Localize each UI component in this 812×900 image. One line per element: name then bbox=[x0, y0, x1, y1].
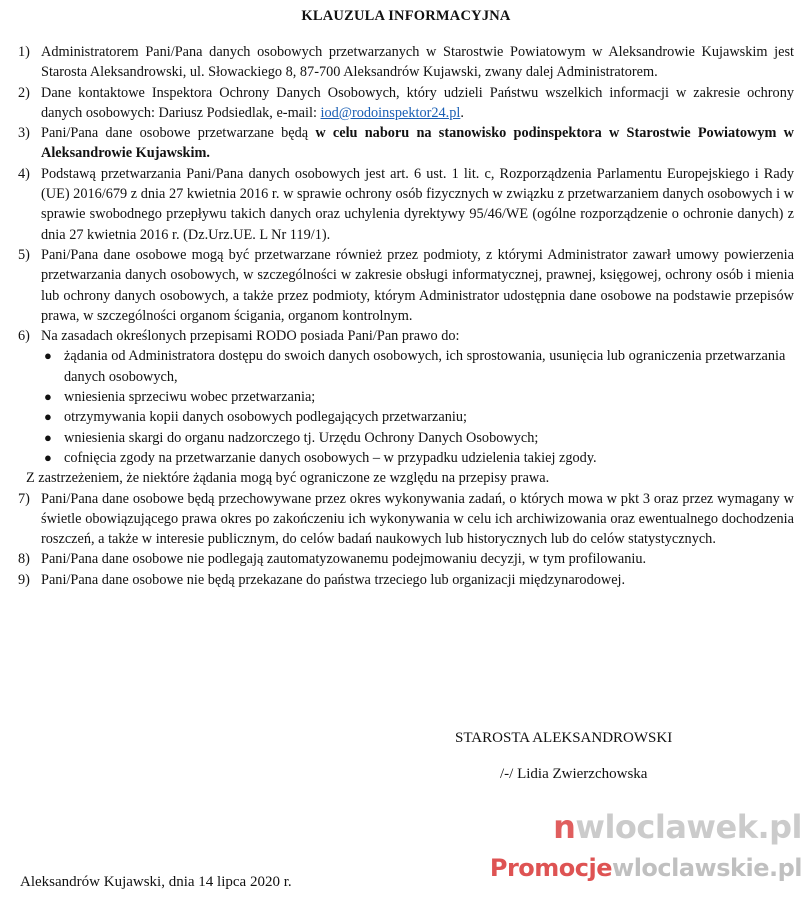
clause-4 bbox=[18, 164, 794, 245]
clause-number: 7) bbox=[18, 490, 30, 507]
clause-text: Pani/Pana dane osobowe nie podlegają zautomatyzowanemu podejmowaniu decyzji, w tym profilowaniu. bbox=[41, 551, 647, 568]
rights-list-item: ● otrzymywania kopii danych osobowych podlegających przetwarzaniu; bbox=[18, 407, 794, 427]
clause-number: 9) bbox=[18, 571, 30, 588]
rights-list bbox=[18, 346, 794, 468]
clause-3 bbox=[18, 123, 794, 164]
clause-text: Dane kontaktowe Inspektora Ochrony Danych Osobowych, który udzieli Państwu wszelkich informacji w zakresie ochrony danych osobowych: Dariusz Podsiedlak, e-mail: bbox=[41, 84, 794, 121]
bullet-icon: ● bbox=[44, 409, 52, 425]
iod-email-link[interactable]: iod@rodoinspektor24.pl bbox=[320, 104, 461, 121]
clause-7 bbox=[18, 489, 794, 550]
clause-purpose-bold: w celu naboru na stanowisko podinspektora w Starostwie Powiatowym w Aleksandrowie Kujawskim. bbox=[41, 125, 794, 162]
clause-number: 8) bbox=[18, 551, 30, 568]
clause-5 bbox=[18, 245, 794, 326]
clause-number: 1) bbox=[18, 44, 30, 60]
clause-number: 5) bbox=[18, 246, 30, 263]
signature-title: STAROSTA ALEKSANDROWSKI bbox=[455, 730, 673, 746]
rights-note: Z zastrzeżeniem, że niektóre żądania mogą być ograniczone ze względu na przepisy prawa. bbox=[26, 470, 550, 487]
clause-1 bbox=[18, 42, 794, 83]
clause-number: 6) bbox=[18, 328, 30, 345]
rights-list-item: ● żądania od Administratora dostępu do swoich danych osobowych, ich sprostowania, usunięcia lub ograniczenia przetwarzania danych osobowych, bbox=[44, 348, 786, 385]
clause-number: 2) bbox=[18, 84, 30, 101]
watermark-logo-bottom: Promocjewloclawskie.pl bbox=[489, 854, 802, 882]
clause-8 bbox=[18, 549, 794, 569]
place-and-date: Aleksandrów Kujawski, dnia 14 lipca 2020 r. bbox=[20, 874, 292, 890]
rights-list-item: ● cofnięcia zgody na przetwarzanie danych osobowych – w przypadku udzielenia takiej zgody. bbox=[18, 448, 794, 468]
signature-name: /-/ Lidia Zwierzchowska bbox=[500, 766, 648, 782]
clause-text: Pani/Pana dane osobowe przetwarzane będą bbox=[41, 125, 316, 142]
clause-number: 3) bbox=[18, 125, 30, 142]
clause-number: 4) bbox=[18, 165, 30, 182]
document-title: KLAUZULA INFORMACYJNA bbox=[301, 8, 511, 24]
bullet-icon: ● bbox=[44, 429, 52, 445]
clause-text-end: . bbox=[460, 104, 464, 121]
bullet-icon: ● bbox=[44, 449, 52, 465]
clause-list bbox=[18, 42, 794, 590]
rights-list-item: ● wniesienia skargi do organu nadzorczego tj. Urzędu Ochrony Danych Osobowych; bbox=[18, 428, 794, 448]
bullet-icon: ● bbox=[44, 348, 52, 364]
clause-text: Na zasadach określonych przepisami RODO posiada Pani/Pan prawo do: bbox=[41, 328, 460, 345]
clause-2 bbox=[18, 83, 794, 124]
clause-text: Pani/Pana dane osobowe mogą być przetwarzane również przez podmioty, z którymi Administrator zawarł umowy powierzenia przetwarzania danych osobowych, w szczególności w zakresie obsługi informatycznej, prawnej, księgowej, ochrony osób i mienia lub ochrony danych osobowych, a także przez podmioty, którym Administrator udostępnia dane osobowe na podstawie przepisów prawa, w szczególności organom ścigania, organom kontrolnym. bbox=[41, 246, 794, 324]
clause-text: Pani/Pana dane osobowe nie będą przekazane do państwa trzeciego lub organizacji międzynarodowej. bbox=[41, 571, 626, 588]
clause-text: Administratorem Pani/Pana danych osobowych przetwarzanych w Starostwie Powiatowym w Aleksandrowie Kujawskim jest Starosta Aleksandrowski, ul. Słowackiego 8, 87-700 Aleksandrów Kujawski, zwany dalej Administratorem. bbox=[41, 44, 794, 81]
clause-text: Pani/Pana dane osobowe będą przechowywane przez okres wykonywania zadań, o których mowa w pkt 3 oraz przez wymagany w świetle obowiązującego prawa okres po zakończeniu ich wykonywania w celu ich archiwizowania oraz ewentualnego dochodzenia roszczeń, a także w interesie publicznym, do celów badań naukowych lub historycznych lub do celów statystycznych. bbox=[41, 490, 794, 548]
clause-9 bbox=[18, 570, 794, 590]
watermark-logo-top: nwloclawek.pl bbox=[553, 808, 802, 846]
clause-6 bbox=[18, 326, 794, 346]
bullet-icon: ● bbox=[44, 389, 52, 405]
rights-list-item: ● wniesienia sprzeciwu wobec przetwarzania; bbox=[18, 387, 794, 407]
clause-text: Podstawą przetwarzania Pani/Pana danych osobowych jest art. 6 ust. 1 lit. c, Rozporządzenia Parlamentu Europejskiego i Rady (UE) 2016/679 z dnia 27 kwietnia 2016 r. w sprawie ochrony osób fizycznych w związku z przetwarzaniem danych osobowych i w sprawie swobodnego przepływu takich danych oraz uchylenia dyrektywy 95/46/WE (ogólne rozporządzenie o ochronie danych) z dnia 27 kwietnia 2016 r. (Dz.Urz.UE. L Nr 119/1). bbox=[41, 165, 794, 243]
